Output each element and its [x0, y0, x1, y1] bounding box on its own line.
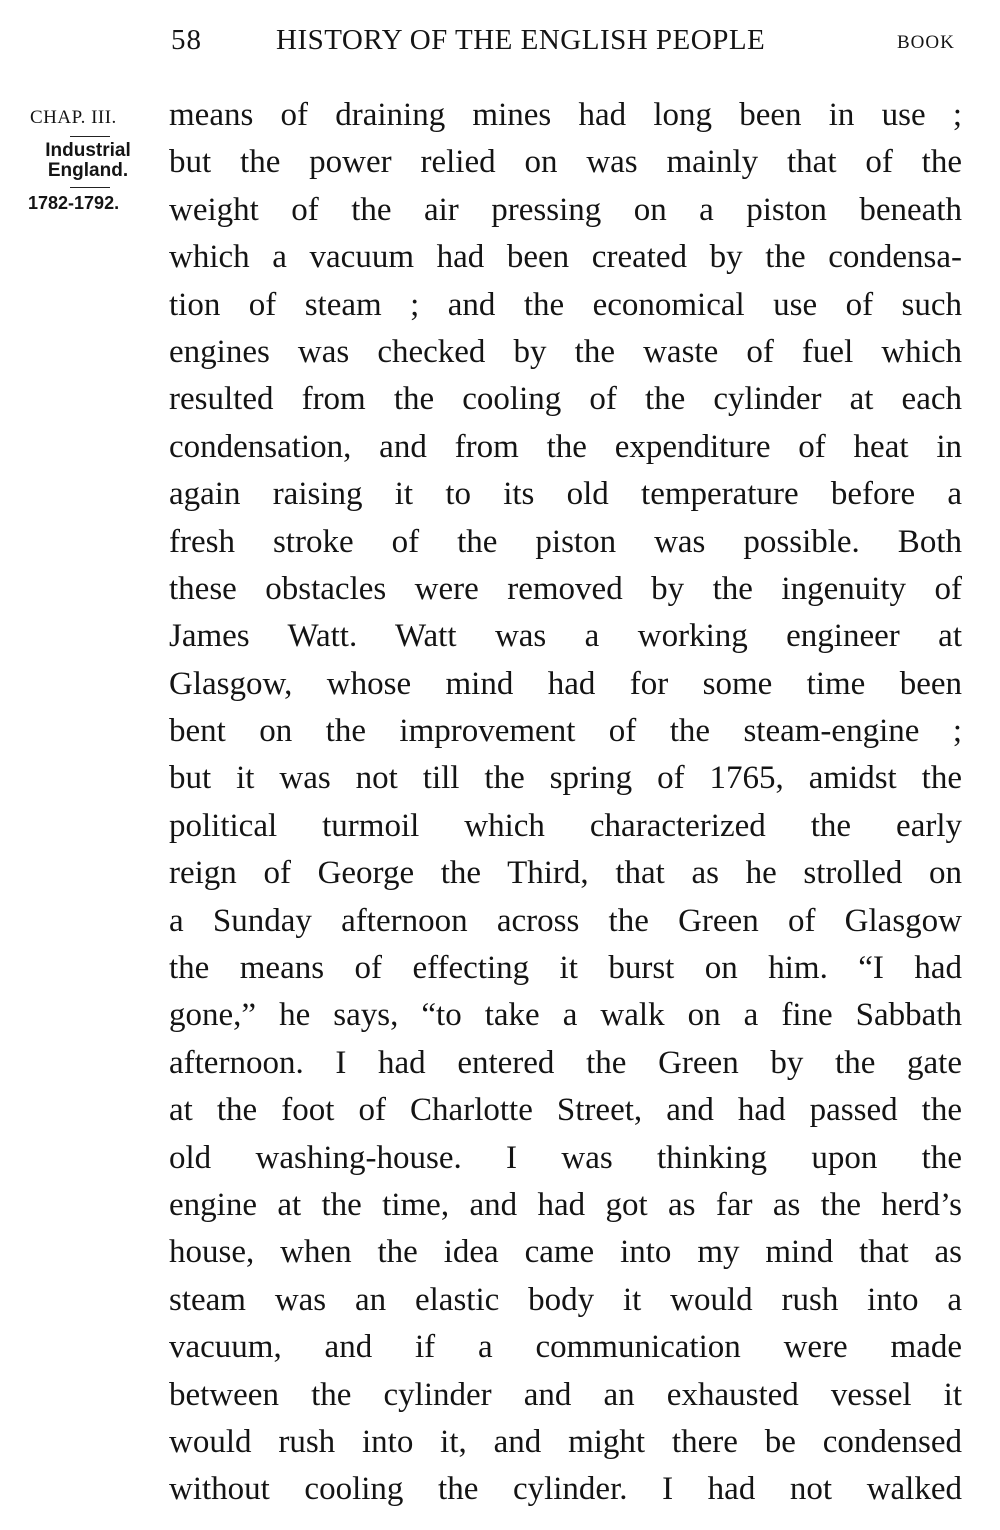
- text-line: without cooling the cylinder. I had not walked: [169, 1471, 962, 1508]
- margin-note: [24, 106, 154, 214]
- text-line: between the cylinder and an exhausted vessel it: [169, 1376, 962, 1413]
- text-line: afternoon. I had entered the Green by the gate: [169, 1044, 962, 1081]
- text-line: bent on the improvement of the steam-engine ;: [169, 713, 962, 750]
- text-line: but it was not till the spring of 1765, amidst the: [169, 760, 962, 797]
- text-line: means of draining mines had long been in use ;: [169, 97, 962, 133]
- text-line: Glasgow, whose mind had for some time been: [169, 665, 962, 702]
- text-line: the means of effecting it burst on him. “I had: [169, 950, 962, 987]
- text-line: resulted from the cooling of the cylinder at each: [169, 381, 962, 418]
- text-line: fresh stroke of the piston was possible. Both: [169, 523, 962, 560]
- body-text: [169, 92, 962, 1514]
- page-header: [0, 24, 1000, 64]
- margin-rule: [70, 136, 110, 137]
- text-line: engines was checked by the waste of fuel which: [169, 333, 962, 370]
- text-line: political turmoil which characterized the early: [169, 807, 962, 844]
- text-line: vacuum, and if a communication were made: [169, 1329, 962, 1366]
- text-line: steam was an elastic body it would rush into a: [169, 1281, 962, 1318]
- running-title: HISTORY OF THE ENGLISH PEOPLE: [276, 24, 766, 56]
- text-line: James Watt. Watt was a working engineer at: [169, 618, 962, 655]
- text-line: engine at the time, and had got as far as the herd’s: [169, 1186, 962, 1223]
- text-line: at the foot of Charlotte Street, and had passed the: [169, 1092, 962, 1129]
- text-line: a Sunday afternoon across the Green of Glasgow: [169, 902, 962, 939]
- margin-rule: [70, 187, 110, 188]
- text-line: which a vacuum had been created by the condensa-: [169, 239, 962, 276]
- text-line: house, when the idea came into my mind that as: [169, 1234, 962, 1271]
- text-line: again raising it to its old temperature before a: [169, 476, 962, 513]
- text-line: but the power relied on was mainly that of the: [169, 144, 962, 181]
- text-line: would rush into it, and might there be condensed: [169, 1423, 962, 1460]
- text-line: gone,” he says, “to take a walk on a fine Sabbath: [169, 997, 962, 1034]
- text-line: reign of George the Third, that as he strolled on: [169, 855, 962, 892]
- text-line: these obstacles were removed by the ingenuity of: [169, 570, 962, 607]
- chapter-label: CHAP. III.: [30, 107, 117, 128]
- text-line: tion of steam ; and the economical use of such: [169, 286, 962, 323]
- book-label: BOOK: [897, 32, 955, 53]
- topic-label: Industrial England.: [45, 140, 131, 181]
- date-range: 1782-1792.: [28, 193, 120, 213]
- page-number: 58: [171, 24, 202, 56]
- text-line: old washing-house. I was thinking upon the: [169, 1139, 962, 1176]
- text-line: weight of the air pressing on a piston beneath: [169, 191, 962, 228]
- text-line: condensation, and from the expenditure of heat in: [169, 428, 962, 465]
